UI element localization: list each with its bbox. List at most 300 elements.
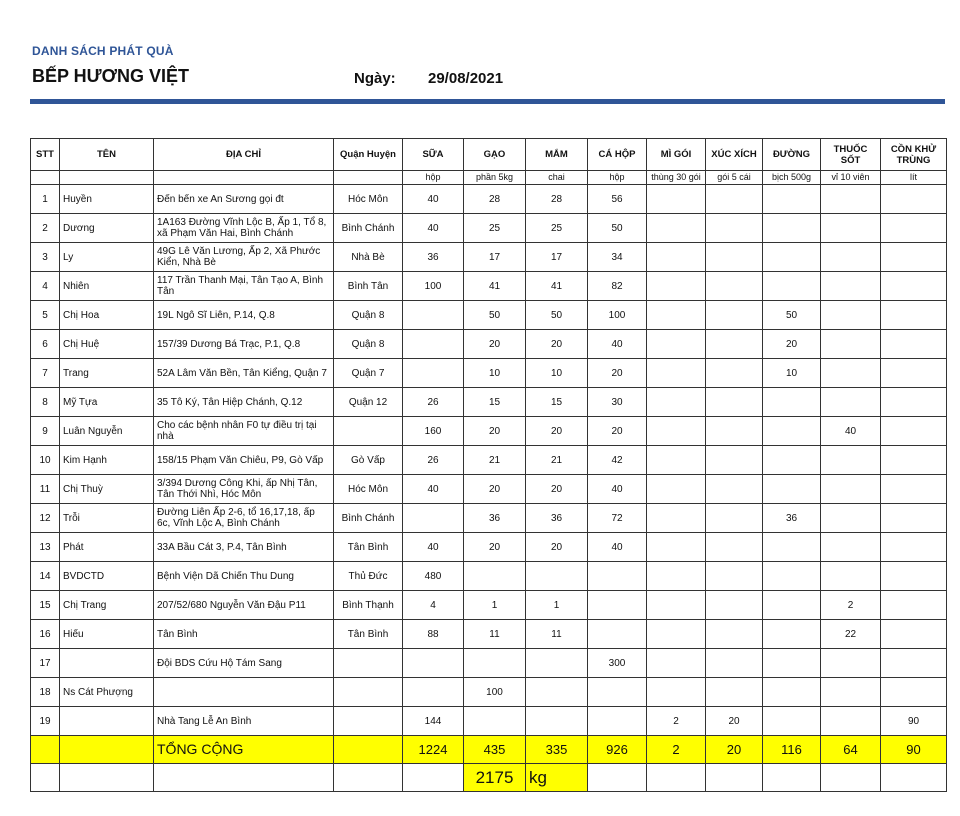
date-label: Ngày: (354, 70, 396, 87)
table-cell: 17 (526, 243, 588, 272)
table-cell: Nhiên (60, 272, 154, 301)
table-cell (647, 678, 706, 707)
table-cell (647, 214, 706, 243)
table-cell: Bình Tân (334, 272, 403, 301)
table-cell (647, 243, 706, 272)
table-cell (706, 388, 763, 417)
kg-unit: kg (526, 764, 588, 792)
table-cell: Bình Thạnh (334, 591, 403, 620)
kg-empty-cell (881, 764, 947, 792)
table-cell: 42 (588, 446, 647, 475)
table-cell (464, 707, 526, 736)
table-row (31, 417, 947, 446)
table-cell (647, 185, 706, 214)
table-cell: 4 (403, 591, 464, 620)
table-cell: Bệnh Viện Dã Chiến Thu Dung (154, 562, 334, 591)
table-cell: 40 (821, 417, 881, 446)
unit-cell (60, 171, 154, 185)
table-cell (881, 533, 947, 562)
table-cell: Chị Trang (60, 591, 154, 620)
table-cell: 36 (526, 504, 588, 533)
table-cell (763, 620, 821, 649)
column-header: XÚC XÍCH (706, 139, 763, 171)
table-cell (526, 562, 588, 591)
table-cell: 52A Lâm Văn Bền, Tân Kiểng, Quận 7 (154, 359, 334, 388)
column-header: CỒN KHỬ TRÙNG (881, 139, 947, 171)
table-cell: 20 (763, 330, 821, 359)
table-cell (706, 678, 763, 707)
table-cell: Cho các bệnh nhân F0 tự điều trị tại nhà (154, 417, 334, 446)
table-cell: Phát (60, 533, 154, 562)
table-cell (881, 562, 947, 591)
table-cell (647, 301, 706, 330)
table-cell: 4 (31, 272, 60, 301)
unit-cell: thùng 30 gói (647, 171, 706, 185)
table-cell: Kim Hạnh (60, 446, 154, 475)
table-cell: 56 (588, 185, 647, 214)
table-cell: 40 (588, 475, 647, 504)
table-cell: Chị Hoa (60, 301, 154, 330)
table-cell: 11 (464, 620, 526, 649)
table-cell (588, 562, 647, 591)
table-cell: 20 (526, 330, 588, 359)
table-cell (881, 388, 947, 417)
table-cell (821, 475, 881, 504)
table-cell: 1 (31, 185, 60, 214)
table-cell: 49G Lê Văn Lương, Ấp 2, Xã Phước Kiển, Nhà Bè (154, 243, 334, 272)
table-cell: Thủ Đức (334, 562, 403, 591)
table-cell (821, 649, 881, 678)
table-cell: Chị Thuỳ (60, 475, 154, 504)
table-cell: 21 (464, 446, 526, 475)
table-row (31, 359, 947, 388)
table-cell (763, 185, 821, 214)
table-cell: 40 (403, 533, 464, 562)
column-header: MẮM (526, 139, 588, 171)
table-cell (821, 388, 881, 417)
table-cell (821, 533, 881, 562)
table-cell (881, 417, 947, 446)
unit-cell: phần 5kg (464, 171, 526, 185)
table-cell (821, 504, 881, 533)
table-cell (588, 620, 647, 649)
table-cell: Tân Bình (334, 533, 403, 562)
table-cell (763, 388, 821, 417)
total-value: 116 (763, 736, 821, 764)
table-cell: 20 (464, 417, 526, 446)
table-cell: Huyền (60, 185, 154, 214)
table-cell: 117 Trần Thanh Mại, Tân Tạo A, Bình Tân (154, 272, 334, 301)
table-cell (763, 243, 821, 272)
table-cell (763, 475, 821, 504)
table-cell (647, 446, 706, 475)
table-cell (763, 417, 821, 446)
table-cell: Tân Bình (154, 620, 334, 649)
table-row (31, 272, 947, 301)
total-value: 1224 (403, 736, 464, 764)
table-cell (821, 330, 881, 359)
total-label: TỔNG CỘNG (154, 736, 334, 764)
table-cell: 20 (588, 359, 647, 388)
table-cell (706, 620, 763, 649)
table-cell (526, 678, 588, 707)
table-cell: 36 (464, 504, 526, 533)
table-row (31, 475, 947, 504)
table-cell (821, 562, 881, 591)
table-cell: Đội BDS Cứu Hộ Tám Sang (154, 649, 334, 678)
table-cell (881, 678, 947, 707)
column-header: THUỐC SỐT (821, 139, 881, 171)
table-cell: 10 (526, 359, 588, 388)
kg-empty-cell (154, 764, 334, 792)
table-cell (881, 620, 947, 649)
table-cell (821, 446, 881, 475)
table-cell: 26 (403, 446, 464, 475)
table-cell: 3/394 Dương Công Khi, ấp Nhị Tân, Tân Thới Nhì, Hóc Môn (154, 475, 334, 504)
column-header: TÊN (60, 139, 154, 171)
table-cell: 10 (464, 359, 526, 388)
table-cell (464, 562, 526, 591)
table-cell (881, 214, 947, 243)
table-row (31, 620, 947, 649)
table-cell (763, 591, 821, 620)
table-cell (647, 388, 706, 417)
total-value: 926 (588, 736, 647, 764)
total-value: 20 (706, 736, 763, 764)
unit-cell (334, 171, 403, 185)
column-header: STT (31, 139, 60, 171)
table-row (31, 243, 947, 272)
table-cell: Quận 12 (334, 388, 403, 417)
table-row (31, 330, 947, 359)
kg-empty-cell (31, 764, 60, 792)
table-cell (763, 707, 821, 736)
table-cell: 36 (763, 504, 821, 533)
table-cell (334, 707, 403, 736)
table-cell: 50 (464, 301, 526, 330)
table-cell: 3 (31, 243, 60, 272)
table-cell (821, 214, 881, 243)
table-cell (821, 243, 881, 272)
table-cell: 25 (526, 214, 588, 243)
table-cell (706, 591, 763, 620)
table-cell: 13 (31, 533, 60, 562)
table-cell (403, 330, 464, 359)
kg-total-value: 2175 (464, 764, 526, 792)
unit-cell: gói 5 cái (706, 171, 763, 185)
total-value: 90 (881, 736, 947, 764)
table-row (31, 649, 947, 678)
kg-empty-cell (403, 764, 464, 792)
table-cell (706, 185, 763, 214)
table-cell: 20 (526, 533, 588, 562)
table-cell: 22 (821, 620, 881, 649)
table-cell (706, 301, 763, 330)
table-cell: 7 (31, 359, 60, 388)
unit-cell (31, 171, 60, 185)
column-header: CÁ HỘP (588, 139, 647, 171)
table-cell: 17 (31, 649, 60, 678)
table-cell: 300 (588, 649, 647, 678)
table-cell (706, 214, 763, 243)
total-row (31, 736, 947, 764)
total-empty-cell (334, 736, 403, 764)
table-cell (334, 417, 403, 446)
table-cell (334, 649, 403, 678)
table-cell (647, 417, 706, 446)
total-empty-cell (31, 736, 60, 764)
table-cell: Luân Nguyễn (60, 417, 154, 446)
kg-row (31, 764, 947, 792)
kg-empty-cell (647, 764, 706, 792)
table-cell: 20 (464, 533, 526, 562)
table-cell (881, 272, 947, 301)
kg-empty-cell (60, 764, 154, 792)
table-cell: Mỹ Tựa (60, 388, 154, 417)
table-cell (526, 707, 588, 736)
table-cell (881, 649, 947, 678)
table-cell: 41 (526, 272, 588, 301)
table-cell: 20 (526, 475, 588, 504)
table-cell (881, 359, 947, 388)
table-cell (154, 678, 334, 707)
table-row (31, 214, 947, 243)
table-cell: Bình Chánh (334, 504, 403, 533)
kg-empty-cell (706, 764, 763, 792)
column-header-row (31, 139, 947, 171)
table-cell: 20 (526, 417, 588, 446)
table-cell (647, 620, 706, 649)
table-cell (881, 504, 947, 533)
table-cell: 1A163 Đường Vĩnh Lộc B, Ấp 1, Tổ 8, xã Phạm Văn Hai, Bình Chánh (154, 214, 334, 243)
table-cell: 50 (526, 301, 588, 330)
table-cell: 34 (588, 243, 647, 272)
table-cell (763, 562, 821, 591)
table-cell (706, 649, 763, 678)
table-cell (706, 330, 763, 359)
unit-cell: lít (881, 171, 947, 185)
table-cell (706, 504, 763, 533)
table-cell (821, 678, 881, 707)
unit-cell: bịch 500g (763, 171, 821, 185)
table-cell (334, 678, 403, 707)
table-row (31, 301, 947, 330)
table-cell: 40 (403, 214, 464, 243)
table-row (31, 591, 947, 620)
unit-cell: chai (526, 171, 588, 185)
table-cell: 158/15 Phạm Văn Chiêu, P9, Gò Vấp (154, 446, 334, 475)
table-cell: 50 (588, 214, 647, 243)
table-cell: Quận 8 (334, 301, 403, 330)
table-row (31, 185, 947, 214)
total-value: 64 (821, 736, 881, 764)
gift-distribution-table (30, 138, 947, 792)
table-cell (881, 446, 947, 475)
table-cell: 15 (526, 388, 588, 417)
table-cell: Ly (60, 243, 154, 272)
table-cell: Đến bến xe An Sương gọi đt (154, 185, 334, 214)
table-cell (647, 475, 706, 504)
table-cell (706, 446, 763, 475)
table-cell: 33A Bầu Cát 3, P.4, Tân Bình (154, 533, 334, 562)
table-cell: 2 (31, 214, 60, 243)
table-cell: Quận 7 (334, 359, 403, 388)
table-cell (403, 301, 464, 330)
table-cell: 18 (31, 678, 60, 707)
table-cell: 90 (881, 707, 947, 736)
table-cell: 11 (31, 475, 60, 504)
table-cell (403, 504, 464, 533)
table-cell: 100 (588, 301, 647, 330)
table-cell: Hóc Môn (334, 185, 403, 214)
column-header: Quận Huyện (334, 139, 403, 171)
table-cell (588, 678, 647, 707)
table-cell: 9 (31, 417, 60, 446)
kg-empty-cell (763, 764, 821, 792)
table-row (31, 707, 947, 736)
table-cell (403, 678, 464, 707)
table-cell: 72 (588, 504, 647, 533)
table-cell: 8 (31, 388, 60, 417)
list-subtitle: DANH SÁCH PHÁT QUÀ (32, 44, 174, 58)
column-header: SỮA (403, 139, 464, 171)
table-cell: 12 (31, 504, 60, 533)
table-cell: Hiếu (60, 620, 154, 649)
table-cell: 10 (763, 359, 821, 388)
table-cell: Nhà Bè (334, 243, 403, 272)
table-row (31, 504, 947, 533)
table-cell: 480 (403, 562, 464, 591)
table-cell: 160 (403, 417, 464, 446)
table-cell: 35 Tô Ký, Tân Hiệp Chánh, Q.12 (154, 388, 334, 417)
table-cell (763, 649, 821, 678)
table-cell (881, 591, 947, 620)
table-row (31, 533, 947, 562)
table-cell (60, 707, 154, 736)
total-value: 335 (526, 736, 588, 764)
table-cell: Ns Cát Phượng (60, 678, 154, 707)
table-cell: 25 (464, 214, 526, 243)
table-cell (763, 533, 821, 562)
table-cell: 40 (403, 185, 464, 214)
table-cell (464, 649, 526, 678)
table-cell: 50 (763, 301, 821, 330)
table-cell: 1 (464, 591, 526, 620)
table-cell: 2 (647, 707, 706, 736)
total-value: 2 (647, 736, 706, 764)
unit-row (31, 171, 947, 185)
table-row (31, 678, 947, 707)
table-cell (647, 330, 706, 359)
table-cell (763, 678, 821, 707)
total-empty-cell (60, 736, 154, 764)
table-cell (706, 243, 763, 272)
unit-cell (154, 171, 334, 185)
table-cell: Dương (60, 214, 154, 243)
column-header: ĐƯỜNG (763, 139, 821, 171)
table-cell (588, 707, 647, 736)
table-cell: Tân Bình (334, 620, 403, 649)
table-cell: Trỗi (60, 504, 154, 533)
table-cell: Quận 8 (334, 330, 403, 359)
table-cell: 28 (464, 185, 526, 214)
table-cell: 100 (403, 272, 464, 301)
table-cell: 40 (588, 533, 647, 562)
table-cell: 15 (464, 388, 526, 417)
table-cell: 26 (403, 388, 464, 417)
table-cell (763, 272, 821, 301)
table-cell (881, 330, 947, 359)
table-cell: 19 (31, 707, 60, 736)
table-cell: 10 (31, 446, 60, 475)
total-value: 435 (464, 736, 526, 764)
table-cell (706, 475, 763, 504)
unit-cell: hộp (403, 171, 464, 185)
table-cell (706, 417, 763, 446)
table-cell: Gò Vấp (334, 446, 403, 475)
table-cell (647, 591, 706, 620)
table-cell (403, 649, 464, 678)
table-cell: 15 (31, 591, 60, 620)
table-cell: 30 (588, 388, 647, 417)
table-cell: 36 (403, 243, 464, 272)
table-cell (821, 301, 881, 330)
table-cell (706, 562, 763, 591)
table-cell (821, 185, 881, 214)
table-cell: 21 (526, 446, 588, 475)
table-cell: 6 (31, 330, 60, 359)
table-cell (821, 272, 881, 301)
table-cell (763, 446, 821, 475)
unit-cell: vỉ 10 viên (821, 171, 881, 185)
column-header: MÌ GÓI (647, 139, 706, 171)
table-cell (647, 359, 706, 388)
table-cell: 11 (526, 620, 588, 649)
table-cell (526, 649, 588, 678)
table-cell: BVDCTD (60, 562, 154, 591)
table-cell: 41 (464, 272, 526, 301)
table-cell: 40 (588, 330, 647, 359)
table-cell: 207/52/680 Nguyễn Văn Đậu P11 (154, 591, 334, 620)
table-cell: 19L Ngô Sĩ Liên, P.14, Q.8 (154, 301, 334, 330)
table-cell: 1 (526, 591, 588, 620)
table-cell (881, 185, 947, 214)
table-cell: Hóc Môn (334, 475, 403, 504)
date-value: 29/08/2021 (428, 70, 504, 87)
table-cell: 17 (464, 243, 526, 272)
column-header: GẠO (464, 139, 526, 171)
table-cell: 2 (821, 591, 881, 620)
page-title: BẾP HƯƠNG VIỆT (32, 66, 189, 86)
kg-empty-cell (334, 764, 403, 792)
table-cell: Chị Huệ (60, 330, 154, 359)
table-cell: 5 (31, 301, 60, 330)
table-cell: 14 (31, 562, 60, 591)
header-divider (30, 99, 945, 104)
kg-empty-cell (821, 764, 881, 792)
table-cell: 20 (588, 417, 647, 446)
unit-cell: hộp (588, 171, 647, 185)
table-cell: Đường Liên Ấp 2-6, tổ 16,17,18, ấp 6c, Vĩnh Lộc A, Bình Chánh (154, 504, 334, 533)
table-cell (881, 475, 947, 504)
table-cell: 20 (464, 475, 526, 504)
column-header: ĐỊA CHỈ (154, 139, 334, 171)
table-body (31, 185, 947, 792)
table-cell (706, 359, 763, 388)
table-cell (821, 359, 881, 388)
table-cell (647, 533, 706, 562)
table-cell (647, 562, 706, 591)
